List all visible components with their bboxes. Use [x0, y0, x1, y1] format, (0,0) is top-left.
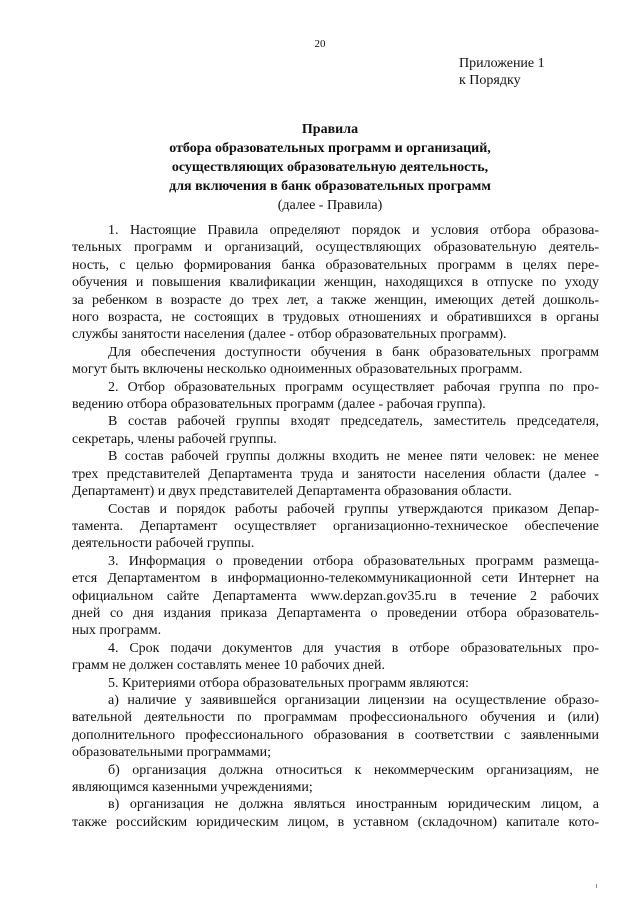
body-line: ведению отбора образовательных программ (далее - рабочая группа).	[72, 397, 486, 413]
title-line-4: для включения в банк образовательных программ	[169, 179, 491, 194]
body-line: деятельности рабочей группы.	[72, 536, 255, 552]
appendix-line-2: к Порядку	[459, 73, 521, 88]
body-line: В состав рабочей группы должны входить не менее пяти человек: не менее	[108, 449, 599, 465]
body-line: Департамент) и двух представителей Департамента образования области.	[72, 484, 512, 500]
body-line: дней со дня издания приказа Департамента о проведении отбора образователь-	[72, 605, 599, 621]
body-line: секретарь, члены рабочей группы.	[72, 431, 277, 447]
body-line: за ребенком в возрасте до трех лет, а также женщин, имеющих детей дошколь-	[72, 292, 599, 308]
body-line: являющимся казенными учреждениями;	[72, 780, 313, 795]
body-line: тельных программ и организаций, осуществляющих образовательную деятель-	[72, 240, 599, 256]
body-line: Состав и порядок работы рабочей группы утверждаются приказом Депар-	[108, 501, 599, 517]
scan-mark	[596, 884, 597, 888]
body-line: официальном сайте Департамента www.depzan.gov35.ru в течение 2 рабочих	[72, 588, 599, 604]
body-line: 1. Настоящие Правила определяют порядок и условия отбора образова-	[108, 223, 599, 238]
body-line: могут быть включены несколько одноименных образовательных программ.	[72, 362, 523, 378]
body-line: обучения и повышения квалификации женщин, находящихся в отпуске по уходу	[72, 275, 599, 291]
title-line-3: осуществляющих образовательную деятельность,	[171, 160, 489, 175]
appendix-line-1: Приложение 1	[459, 56, 545, 71]
title-line-2: отбора образовательных программ и организаций,	[169, 141, 491, 156]
body-line: ность, с целью формирования банка образовательных программ в целях пере-	[72, 257, 599, 273]
body-line: также российским юридическим лицом, в уставном (складочном) капитале кото-	[72, 814, 599, 830]
body-line: 4. Срок подачи документов для участия в отборе образовательных про-	[108, 640, 599, 656]
body-line: службы занятости населения (далее - отбор образовательных программ).	[72, 327, 507, 343]
body-line: тамента. Департамент осуществляет организационно-техническое обеспечение	[72, 518, 599, 534]
body-line: Для обеспечения доступности обучения в банк образовательных программ	[108, 344, 599, 360]
appendix-reference	[459, 55, 545, 89]
body-line: ется Департаментом в информационно-телекоммуникационной сети Интернет на	[72, 571, 599, 587]
body-line: в) организация не должна являться иностранным юридическим лицом, а	[108, 797, 599, 813]
body-line: грамм не должен составлять менее 10 рабочих дней.	[72, 658, 385, 674]
body-line: В состав рабочей группы входят председатель, заместитель председателя,	[108, 414, 599, 430]
body-line: 5. Критериями отбора образовательных программ являются:	[108, 675, 469, 691]
document-body	[72, 222, 599, 831]
body-line: образовательными программами;	[72, 745, 272, 761]
body-line: ного возраста, не состоящих в трудовых отношениях и обратившихся в органы	[72, 310, 599, 326]
body-line: 3. Информация о проведении отбора образовательных программ размеща-	[108, 553, 599, 569]
body-line: ных программ.	[72, 623, 162, 639]
document-title	[60, 120, 600, 215]
body-line: трех представителей Департамента труда и занятости населения области (далее -	[72, 466, 599, 482]
title-line-5: (далее - Правила)	[277, 198, 383, 213]
body-line: 2. Отбор образовательных программ осуществляет рабочая группа по про-	[108, 379, 599, 395]
body-line: а) наличие у заявившейся организации лицензии на осуществление образо-	[108, 692, 599, 708]
body-line: вательной деятельности по программам профессионального обучения и (или)	[72, 710, 599, 726]
body-line: б) организация должна относиться к некоммерческим организациям, не	[108, 762, 599, 778]
title-line-1: Правила	[301, 122, 359, 137]
page-number: 20	[314, 38, 326, 50]
body-line: дополнительного профессионального образования в соответствии с заявленными	[72, 727, 599, 743]
